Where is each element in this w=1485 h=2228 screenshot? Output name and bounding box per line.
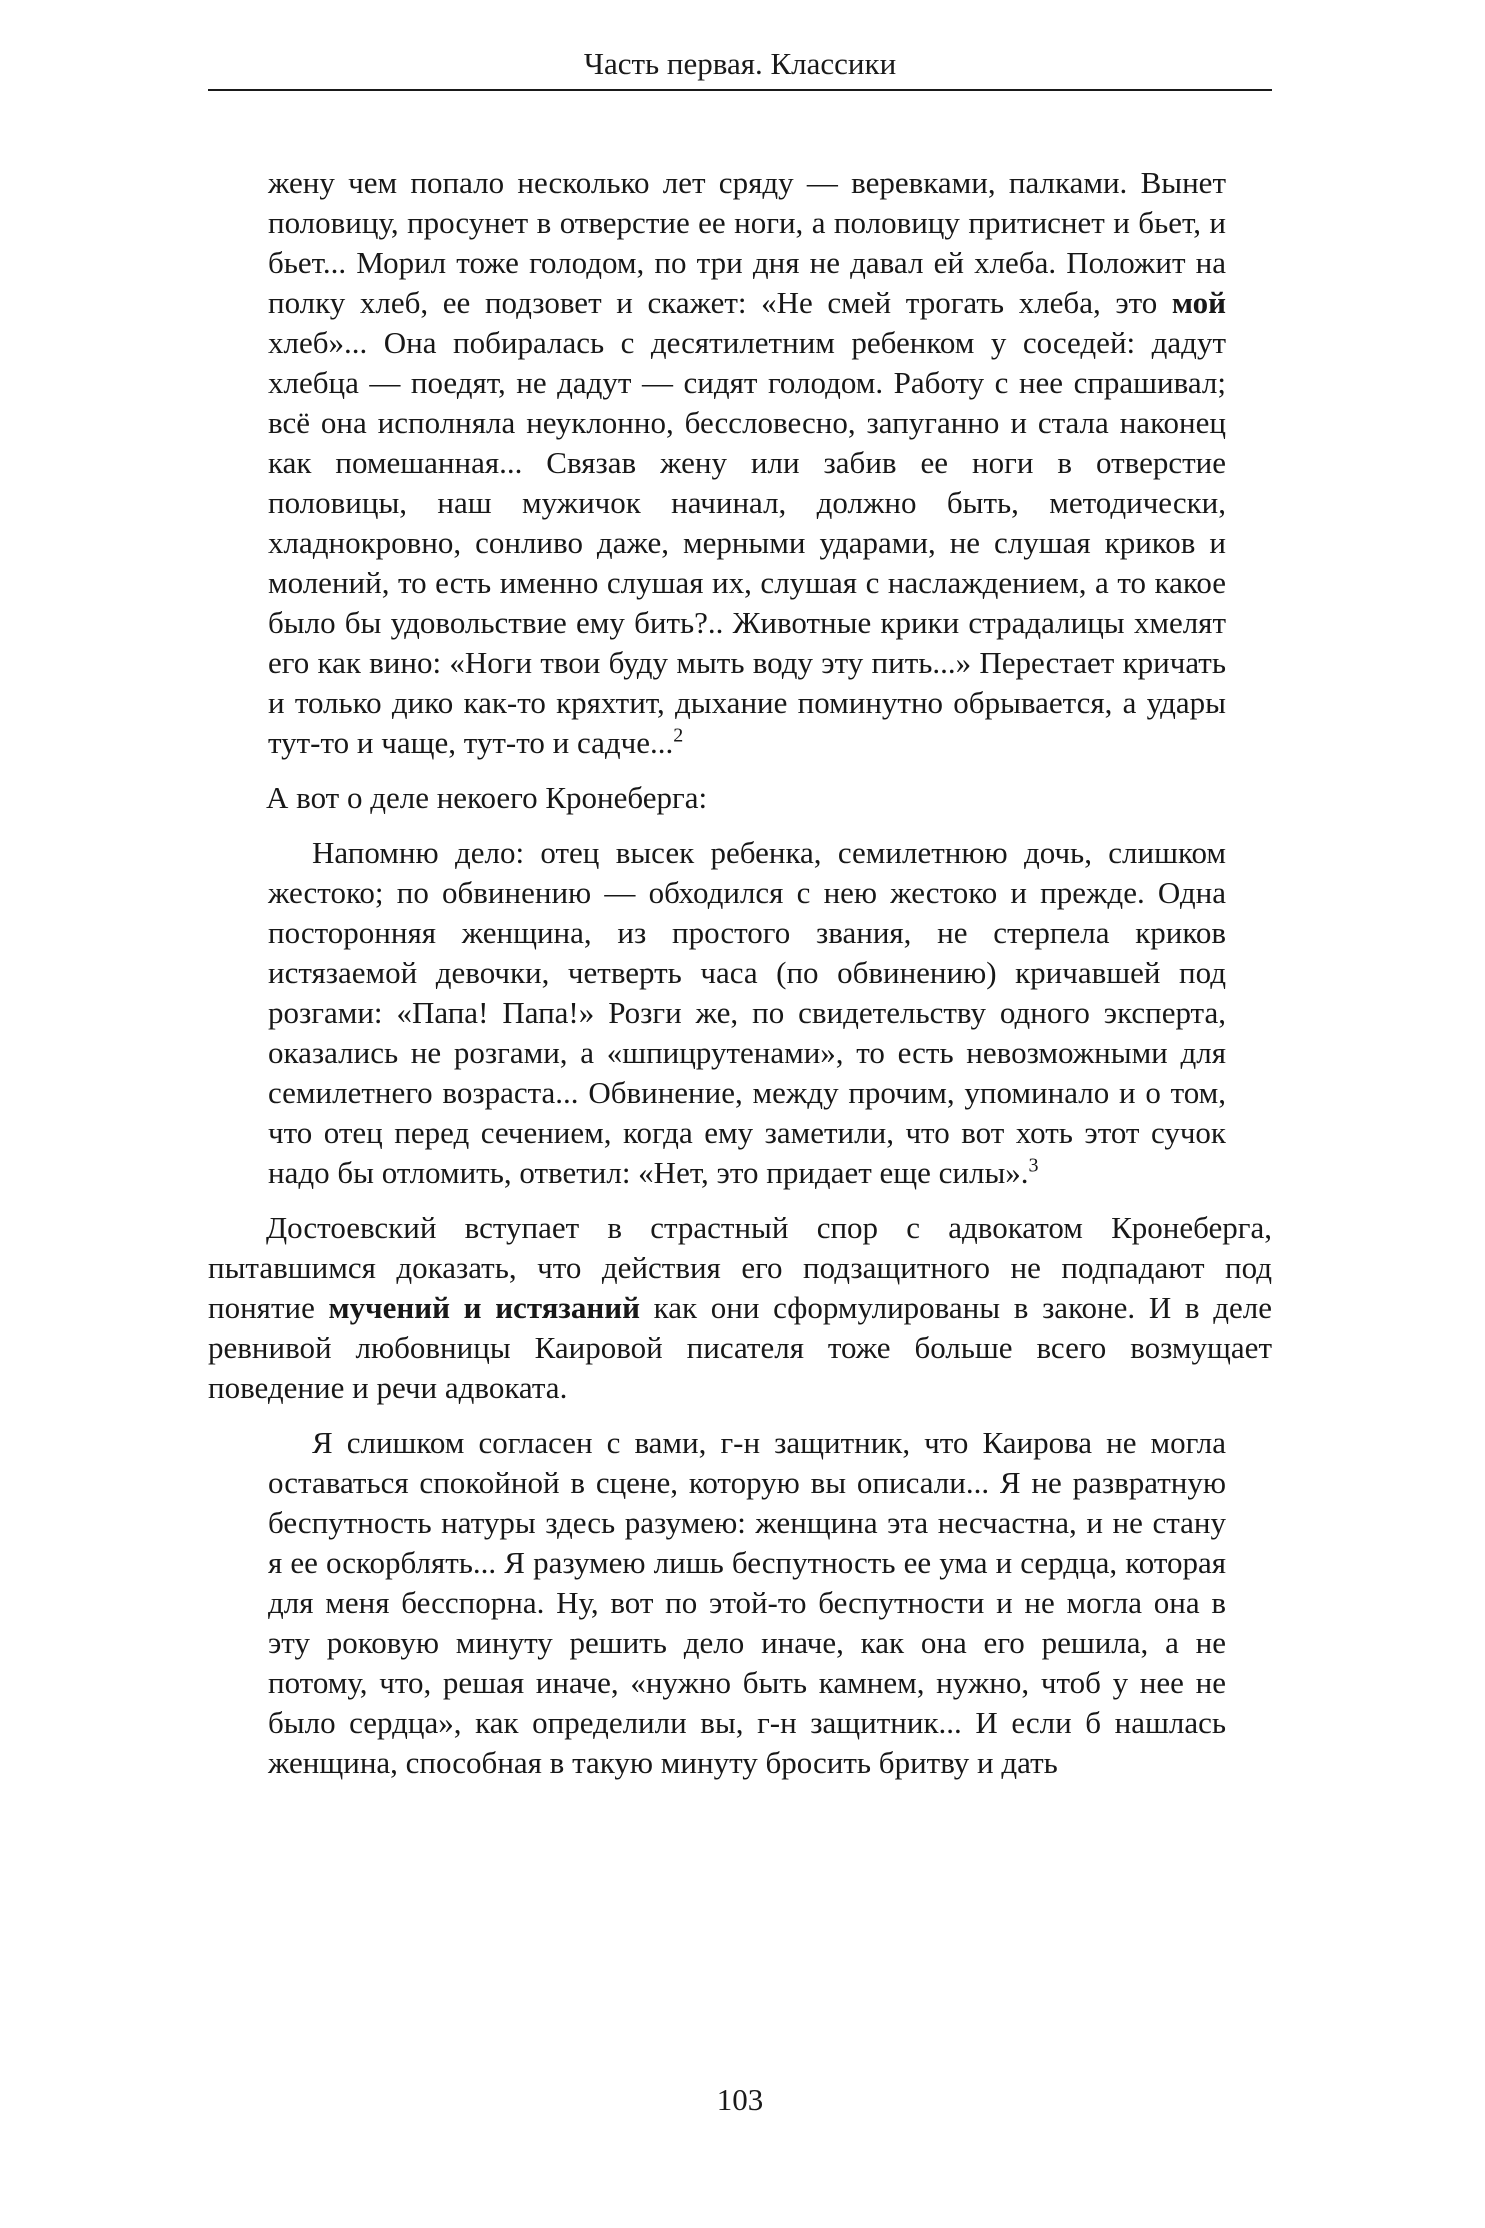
footnote-ref: 3 — [1028, 1154, 1039, 1177]
footnote-ref: 2 — [673, 724, 684, 747]
header-rule — [208, 89, 1272, 91]
body-text — [208, 163, 1272, 1783]
text-run: жену чем попало несколько лет сряду — веревками, палками. Вынет половицу, просунет в отверстие ее ноги, а половицу притиснет и бьет, и бьет... Морил тоже голодом, по три дня не давал ей хлеба. Положит на полку хлеб, ее подзовет и скажет: «Не смей трогать хлеба, это — [268, 165, 1226, 320]
emphasized-text: мой — [1171, 285, 1226, 320]
text-run: как они сформулированы в законе. И в деле ревнивой любовницы Каировой писателя тоже больше всего возмущает поведение и речи адвоката. — [208, 1290, 1272, 1405]
quote-paragraph-2 — [268, 833, 1226, 1193]
page-number: 103 — [716, 2082, 764, 2117]
text-run: Напомню дело: отец высек ребенка, семилетнюю дочь, слишком жестоко; по обвинению — обходился с нею жестоко и прежде. Одна посторонняя женщина, из простого звания, не стерпела криков истязаемой девочки, четверть часа (по обвинению) кричавшей под розгами: «Папа! Папа!» Розги же, по свидетельству одного эксперта, оказались не розгами, а «шпицрутенами», то есть невозможными для семилетнего возраста... Обвинение, между прочим, упоминало и о том, что отец перед сечением, когда ему заметили, что вот хоть этот сучок надо бы отломить, ответил: «Нет, это придает еще силы». — [268, 835, 1226, 1190]
text-run: хлеб»... Она побиралась с десятилетним ребенком у соседей: дадут хлебца — поедят, не дадут — сидят голодом. Работу с нее спрашивал; всё она исполняла неуклонно, бессловесно, запуганно и стала наконец как помешанная... Связав жену или забив ее ноги в отверстие половицы, наш мужичок начинал, должно быть, методически, хладнокровно, сонливо даже, мерными ударами, не слушая криков и молений, то есть именно слушая их, слушая с наслаждением, а то какое было бы удовольствие ему бить?.. Животные крики страдалицы хмелят его как вино: «Ноги твои буду мыть воду эту пить...» Перестает кричать и только дико как-то кряхтит, дыхание поминутно обрывается, а удары тут-то и чаще, тут-то и садче... — [268, 325, 1226, 760]
running-header — [208, 46, 1272, 91]
transition-paragraph: А вот о деле некоего Кронеберга: — [266, 780, 708, 815]
page-content — [208, 46, 1272, 1783]
quote-paragraph-1 — [268, 163, 1226, 763]
emphasized-text: мучений и истязаний — [328, 1290, 640, 1325]
text-run: Достоевский вступает в страстный спор с адвокатом Кронеберга, пытавшимся доказать, что действия его подзащитного не подпадают под понятие — [208, 1210, 1272, 1325]
commentary-paragraph — [208, 1208, 1272, 1408]
chapter-title: Часть первая. Классики — [583, 46, 897, 81]
quote-paragraph-3: Я слишком согласен с вами, г-н защитник, что Каирова не могла оставаться спокойной в сцене, которую вы описали... Я не развратную беспутность натуры здесь разумею: женщина эта несчастна, и не стану я ее оскорблять... Я разумею лишь беспутность ее ума и сердца, которая для меня бесспорна. Ну, вот по этой-то беспутности и не могла она в эту роковую минуту решить дело иначе, как она его решила, а не потому, что, решая иначе, «нужно быть камнем, нужно, чтоб у нее не было сердца», как определили вы, г-н защитник... И если б нашлась женщина, способная в такую минуту бросить бритву и дать — [268, 1425, 1226, 1780]
